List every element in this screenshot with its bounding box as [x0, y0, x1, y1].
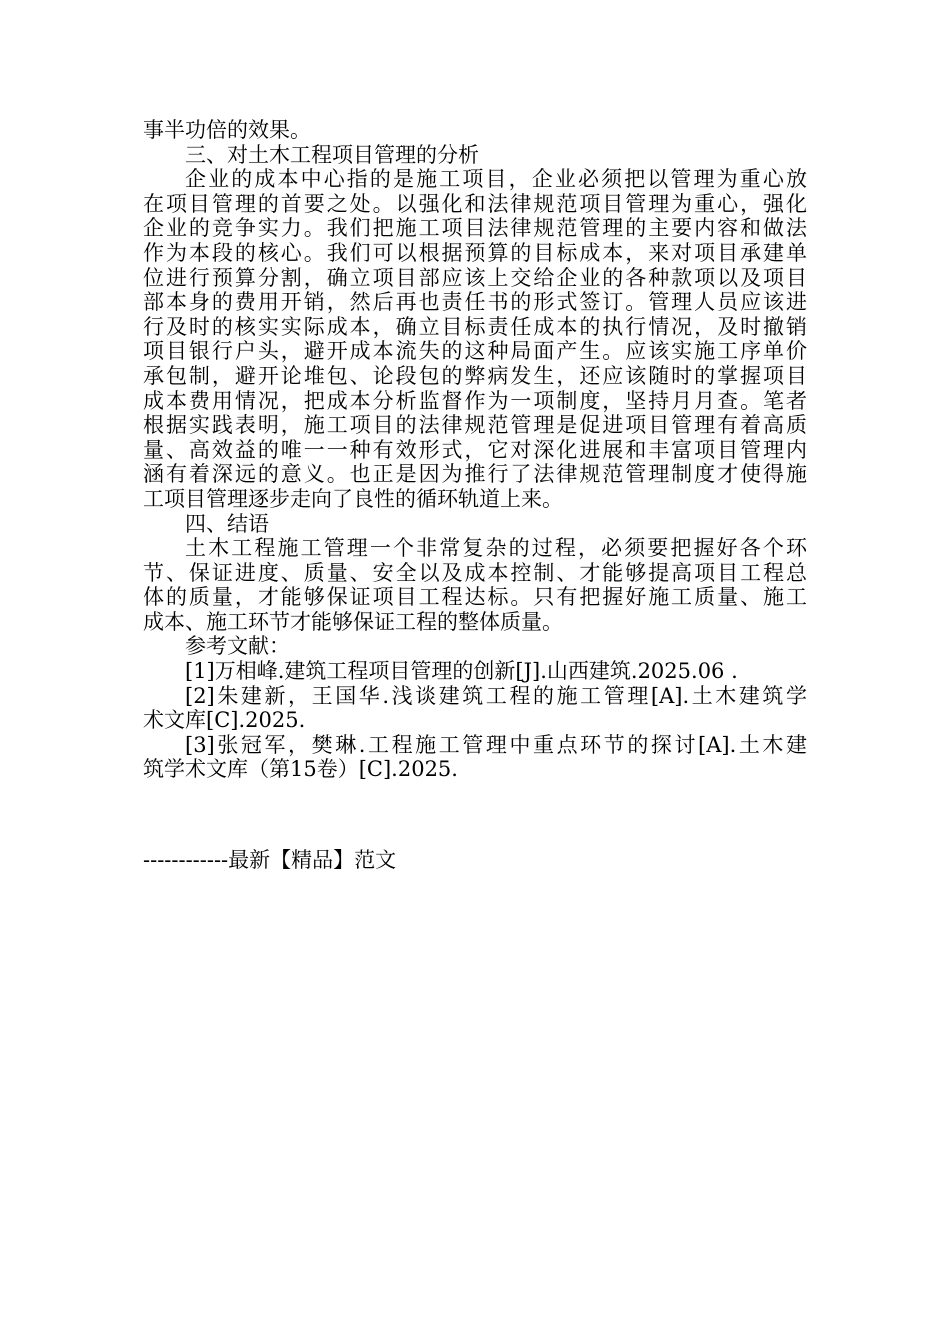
text-line: 项目银行户头，避开成本流失的这种局面产生。应该实施工序单价 — [143, 339, 807, 364]
text-line: 术文库[C].2025. — [143, 708, 306, 733]
text-line: 体的质量，才能够保证项目工程达标。只有把握好施工质量、施工 — [143, 585, 807, 610]
text-line: 行及时的核实实际成本，确立目标责任成本的执行情况，及时撤销 — [143, 314, 807, 339]
text-line: 企业的竞争实力。我们把施工项目法律规范管理的主要内容和做法 — [143, 216, 807, 241]
text-line: 四、结语 — [185, 511, 269, 536]
text-line: 在项目管理的首要之处。以强化和法律规范项目管理为重心，强化 — [143, 191, 807, 216]
text-line: 部本身的费用开销，然后再也责任书的形式签订。管理人员应该进 — [143, 290, 807, 315]
text-line: 参考文献： — [185, 634, 290, 659]
text-line: [3]张冠军，樊琳.工程施工管理中重点环节的探讨[A].土木建 — [185, 732, 807, 757]
text-line: 土木工程施工管理一个非常复杂的过程，必须要把握好各个环 — [185, 536, 807, 561]
text-line: [2]朱建新，王国华.浅谈建筑工程的施工管理[A].土木建筑学 — [185, 683, 807, 708]
text-line: 工项目管理逐步走向了良性的循环轨道上来。 — [143, 486, 563, 511]
document-body — [143, 118, 807, 782]
text-line: 成本费用情况，把成本分析监督作为一项制度，坚持月月查。笔者 — [143, 388, 807, 413]
text-line: 量、高效益的唯一一种有效形式，它对深化进展和丰富项目管理内 — [143, 437, 807, 462]
text-line: 承包制，避开论堆包、论段包的弊病发生，还应该随时的掌握项目 — [143, 363, 807, 388]
text-line: 位进行预算分割，确立项目部应该上交给企业的各种款项以及项目 — [143, 265, 807, 290]
text-line: 事半功倍的效果。 — [143, 118, 311, 142]
text-line: 筑学术文库（第15卷）[C].2025. — [143, 757, 458, 782]
text-line: 成本、施工环节才能够保证工程的整体质量。 — [143, 609, 563, 634]
text-line: 涵有着深远的意义。也正是因为推行了法律规范管理制度才使得施 — [143, 462, 807, 487]
text-line: 企业的成本中心指的是施工项目，企业必须把以管理为重心放 — [185, 167, 807, 192]
text-line: [1]万相峰.建筑工程项目管理的创新[J].山西建筑.2025.06 . — [185, 659, 738, 684]
text-line: 作为本段的核心。我们可以根据预算的目标成本，来对项目承建单 — [143, 240, 807, 265]
text-line: 三、对土木工程项目管理的分析 — [185, 142, 479, 167]
footer-text: ------------最新【精品】范文 — [143, 848, 397, 872]
text-line: 根据实践表明，施工项目的法律规范管理是促进项目管理有着高质 — [143, 413, 807, 438]
text-line: 节、保证进度、质量、安全以及成本控制、才能够提高项目工程总 — [143, 560, 807, 585]
